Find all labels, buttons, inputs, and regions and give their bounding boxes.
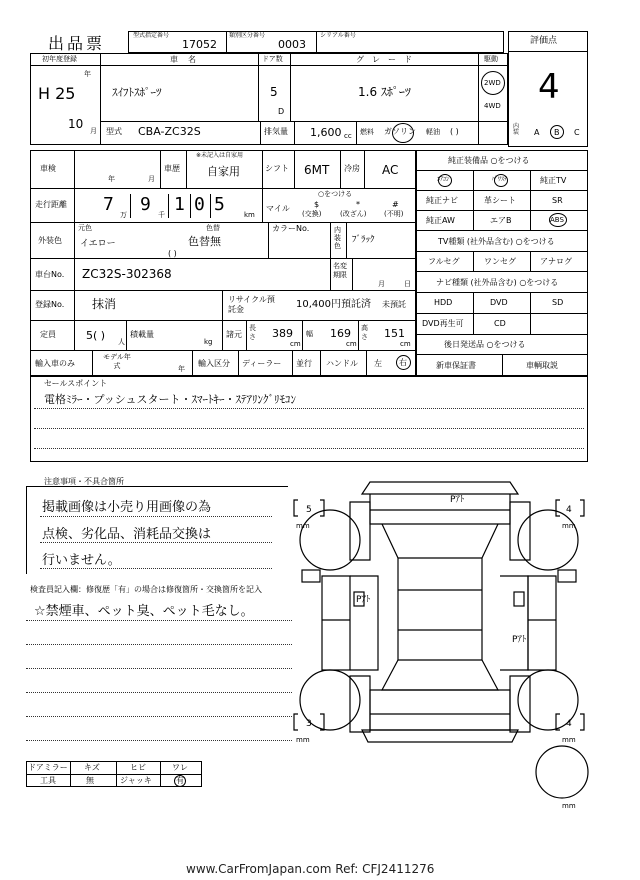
sales-point-text: 電格ﾐﾗｰ・プッシュスタート・ｽﾏｰﾄｷｰ・ｽﾃｱﾘﾝｸﾞﾘﾓｺﾝ [44, 393, 297, 406]
inspector-text: ☆禁煙車、ペット臭、ペット毛なし。 [34, 604, 254, 619]
drive-4wd: 4WD [484, 102, 501, 110]
equip-airbag: エアB [490, 216, 512, 225]
interior-grade: B [554, 128, 560, 137]
color-change-value: 色替無 [188, 235, 221, 248]
model-cert-label: 型式指定番号 [133, 32, 170, 39]
drive-2wd: 2WD [484, 79, 501, 87]
class-label: 類別区分番号 [229, 32, 266, 39]
model-cert-value: 17052 [182, 38, 217, 51]
note-line-3: 行いません。 [42, 553, 121, 568]
mileage-digit-3: 1 [174, 194, 185, 215]
capacity-value: 5( ) [86, 329, 106, 342]
svg-text:mm: mm [296, 522, 310, 530]
mileage-digit-2: 9 [140, 194, 151, 215]
class-value: 0003 [278, 38, 306, 51]
length-value: 389 [272, 327, 293, 340]
note-line-1: 掲載画像は小売り用画像の為 [42, 500, 212, 515]
car-damage-diagram [290, 470, 590, 810]
model-value: CBA-ZC32S [138, 125, 201, 138]
mileage-digit-1: 7 [103, 194, 114, 215]
damage-mark-right: Pｱﾄ [512, 635, 527, 645]
grade-label: グレード [356, 55, 420, 64]
grade-value: 1.6 ｽﾎﾟｰﾂ [358, 85, 411, 99]
history-value: 自家用 [207, 165, 240, 178]
width-value: 169 [330, 327, 351, 340]
damage-mark-hood: Pｱﾄ [450, 495, 465, 505]
equip-leather: 革シート [484, 196, 516, 205]
equip-tv: 純正TV [540, 176, 567, 185]
tire-front-left [300, 510, 360, 570]
first-reg-era: H 25 [38, 84, 76, 103]
svg-text:mm: mm [562, 736, 576, 744]
tire-depth-fr: 4 [566, 505, 572, 515]
tire-depth-rl: 3 [306, 719, 312, 729]
mileage-digit-4: 0 [194, 194, 205, 215]
equip-aircon: ｴｱｺﾝ [437, 176, 450, 183]
tire-spare [536, 746, 588, 798]
ac-value: AC [382, 163, 399, 177]
interior-color-value: ﾌﾞﾗｯｸ [352, 235, 375, 245]
steering-right: 右 [399, 358, 407, 367]
car-name-label: 車名 [170, 55, 206, 64]
mileage-digit-5: 5 [214, 194, 225, 215]
equip-sr: SR [552, 196, 563, 205]
inspector-label: 検査員記入欄：修復歴「有」の場合は修復箇所・交換箇所を記入 [30, 585, 262, 594]
recycle-value: 10,400円預託済 [296, 299, 371, 310]
first-reg-label: 初年度登録 [42, 55, 77, 63]
score-value: 4 [538, 67, 560, 107]
footer-watermark: www.CarFromJapan.com Ref: CFJ2411276 [186, 862, 435, 876]
note-line-2: 点検、劣化品、消耗品交換は [42, 527, 212, 542]
svg-text:mm: mm [296, 736, 310, 744]
page-title: 出品票 [48, 34, 106, 53]
equip-powersteer: ﾊﾟﾜｽﾃ [492, 176, 508, 183]
damage-mark-left: Pｱﾄ [356, 595, 371, 605]
tire-depth-fl: 5 [306, 505, 312, 515]
tire-depth-rr: 4 [566, 719, 572, 729]
chassis-value: ZC32S-302368 [82, 267, 172, 281]
equip-abs: ABS [550, 216, 564, 224]
fuel-value: ガソリン [384, 127, 416, 136]
svg-text:mm: mm [562, 802, 576, 810]
svg-text:mm: mm [562, 522, 576, 530]
first-reg-month: 10 [68, 117, 84, 131]
equip-navi: 純正ナビ [426, 196, 458, 205]
equip-aw: 純正AW [426, 216, 455, 225]
shift-value: 6MT [304, 163, 330, 177]
displacement-value: 1,600 [310, 126, 342, 139]
score-label: 評価点 [530, 36, 558, 46]
height-value: 151 [384, 327, 405, 340]
tire-front-right [518, 510, 578, 570]
car-name: ｽｲﾌﾄｽﾎﾟｰﾂ [112, 86, 162, 99]
orig-color-value: イエロー [80, 239, 116, 249]
jack-present: 有 [176, 776, 184, 785]
registration-value: 抹消 [92, 297, 117, 311]
serial-label: シリアル番号 [320, 32, 356, 39]
door-count: 5 [270, 85, 278, 99]
sales-box [30, 376, 588, 462]
